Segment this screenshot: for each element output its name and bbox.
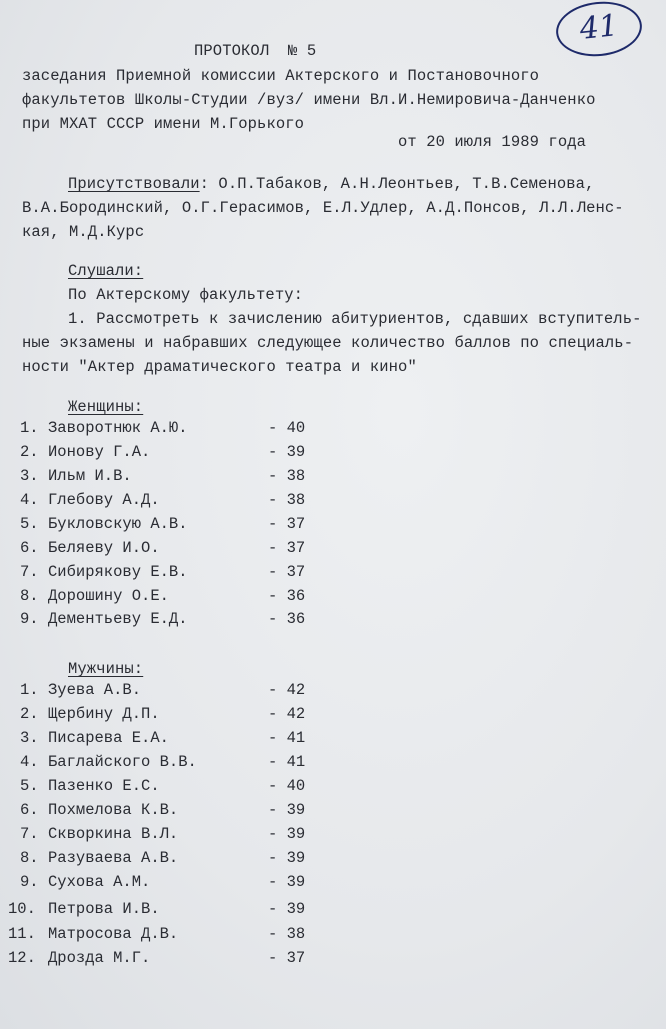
row-name: Глебову А.Д. — [48, 491, 160, 509]
row-score: - 38 — [268, 467, 306, 485]
row-score: - 36 — [268, 587, 306, 605]
row-number: 1. — [20, 419, 39, 437]
row-score: - 37 — [268, 949, 306, 967]
row-number: 2. — [20, 705, 39, 723]
faculty-line: По Актерскому факультету: — [68, 286, 304, 304]
row-score: - 41 — [268, 753, 306, 771]
row-name: Писарева Е.А. — [48, 729, 169, 747]
row-score: - 38 — [268, 925, 306, 943]
row-name: Скворкина В.Л. — [48, 825, 179, 843]
row-score: - 41 — [268, 729, 306, 747]
row-number: 11. — [8, 925, 36, 943]
row-name: Дорошину О.Е. — [48, 587, 169, 605]
item-line-2: ные экзамены и набравших следующее количество баллов по специаль- — [22, 334, 634, 352]
row-number: 12. — [8, 949, 36, 967]
row-name: Похмелова К.В. — [48, 801, 179, 819]
row-number: 7. — [20, 563, 39, 581]
row-score: - 40 — [268, 777, 306, 795]
row-name: Зуева А.В. — [48, 681, 142, 699]
row-name: Заворотнюк А.Ю. — [48, 419, 188, 437]
row-name: Ионову Г.А. — [48, 443, 151, 461]
row-name: Матросова Д.В. — [48, 925, 179, 943]
row-number: 5. — [20, 777, 39, 795]
row-name: Сухова А.М. — [48, 873, 151, 891]
row-score: - 39 — [268, 849, 306, 867]
document-title: ПРОТОКОЛ № 5 — [194, 42, 317, 60]
men-label: Мужчины: — [68, 660, 144, 678]
row-name: Щербину Д.П. — [48, 705, 160, 723]
row-score: - 37 — [268, 563, 306, 581]
row-number: 6. — [20, 539, 39, 557]
row-number: 3. — [20, 467, 39, 485]
row-score: - 39 — [268, 443, 306, 461]
row-score: - 39 — [268, 900, 306, 918]
row-score: - 42 — [268, 681, 306, 699]
present-line-1 — [68, 175, 595, 193]
row-number: 6. — [20, 801, 39, 819]
document-date: от 20 июля 1989 года — [398, 133, 587, 151]
row-score: - 37 — [268, 515, 306, 533]
row-number: 4. — [20, 753, 39, 771]
item-line-3: ности "Актер драматического театра и кино" — [22, 358, 417, 376]
header-line-3: при МХАТ СССР имени М.Горького — [22, 115, 305, 133]
row-number: 5. — [20, 515, 39, 533]
row-score: - 39 — [268, 873, 306, 891]
row-score: - 40 — [268, 419, 306, 437]
row-number: 4. — [20, 491, 39, 509]
women-label: Женщины: — [68, 398, 144, 416]
row-name: Дементьеву Е.Д. — [48, 610, 188, 628]
row-number: 7. — [20, 825, 39, 843]
item-line-1: 1. Рассмотреть к зачислению абитуриентов, сдавших вступитель- — [68, 310, 642, 328]
row-score: - 42 — [268, 705, 306, 723]
row-number: 10. — [8, 900, 36, 918]
header-line-1: заседания Приемной комиссии Актерского и Постановочного — [22, 67, 540, 85]
row-name: Беляеву И.О. — [48, 539, 160, 557]
row-name: Баглайского В.В. — [48, 753, 197, 771]
row-number: 8. — [20, 849, 39, 867]
heard-label: Слушали: — [68, 262, 144, 280]
row-score: - 36 — [268, 610, 306, 628]
present-names-1: : О.П.Табаков, А.Н.Леонтьев, Т.В.Семенова, — [199, 175, 595, 193]
present-line-2: В.А.Бородинский, О.Г.Герасимов, Е.Л.Удлер, А.Д.Понсов, Л.Л.Ленс- — [22, 199, 624, 217]
row-name: Петрова И.В. — [48, 900, 160, 918]
row-name: Букловскую А.В. — [48, 515, 188, 533]
row-score: - 38 — [268, 491, 306, 509]
row-number: 9. — [20, 873, 39, 891]
row-name: Разуваева А.В. — [48, 849, 179, 867]
header-line-2: факультетов Школы-Студии /вуз/ имени Вл.И.Немировича-Данченко — [22, 91, 596, 109]
row-name: Сибирякову Е.В. — [48, 563, 188, 581]
present-line-3: кая, М.Д.Курс — [22, 223, 145, 241]
row-number: 1. — [20, 681, 39, 699]
row-score: - 39 — [268, 801, 306, 819]
row-number: 8. — [20, 587, 39, 605]
row-number: 9. — [20, 610, 39, 628]
row-number: 2. — [20, 443, 39, 461]
row-name: Дрозда М.Г. — [48, 949, 151, 967]
row-score: - 37 — [268, 539, 306, 557]
row-name: Ильм И.В. — [48, 467, 132, 485]
row-name: Пазенко Е.С. — [48, 777, 160, 795]
row-number: 3. — [20, 729, 39, 747]
row-score: - 39 — [268, 825, 306, 843]
page-number-stamp — [553, 0, 644, 60]
page-number: 41 — [578, 8, 620, 47]
present-label: Присутствовали — [68, 175, 200, 193]
